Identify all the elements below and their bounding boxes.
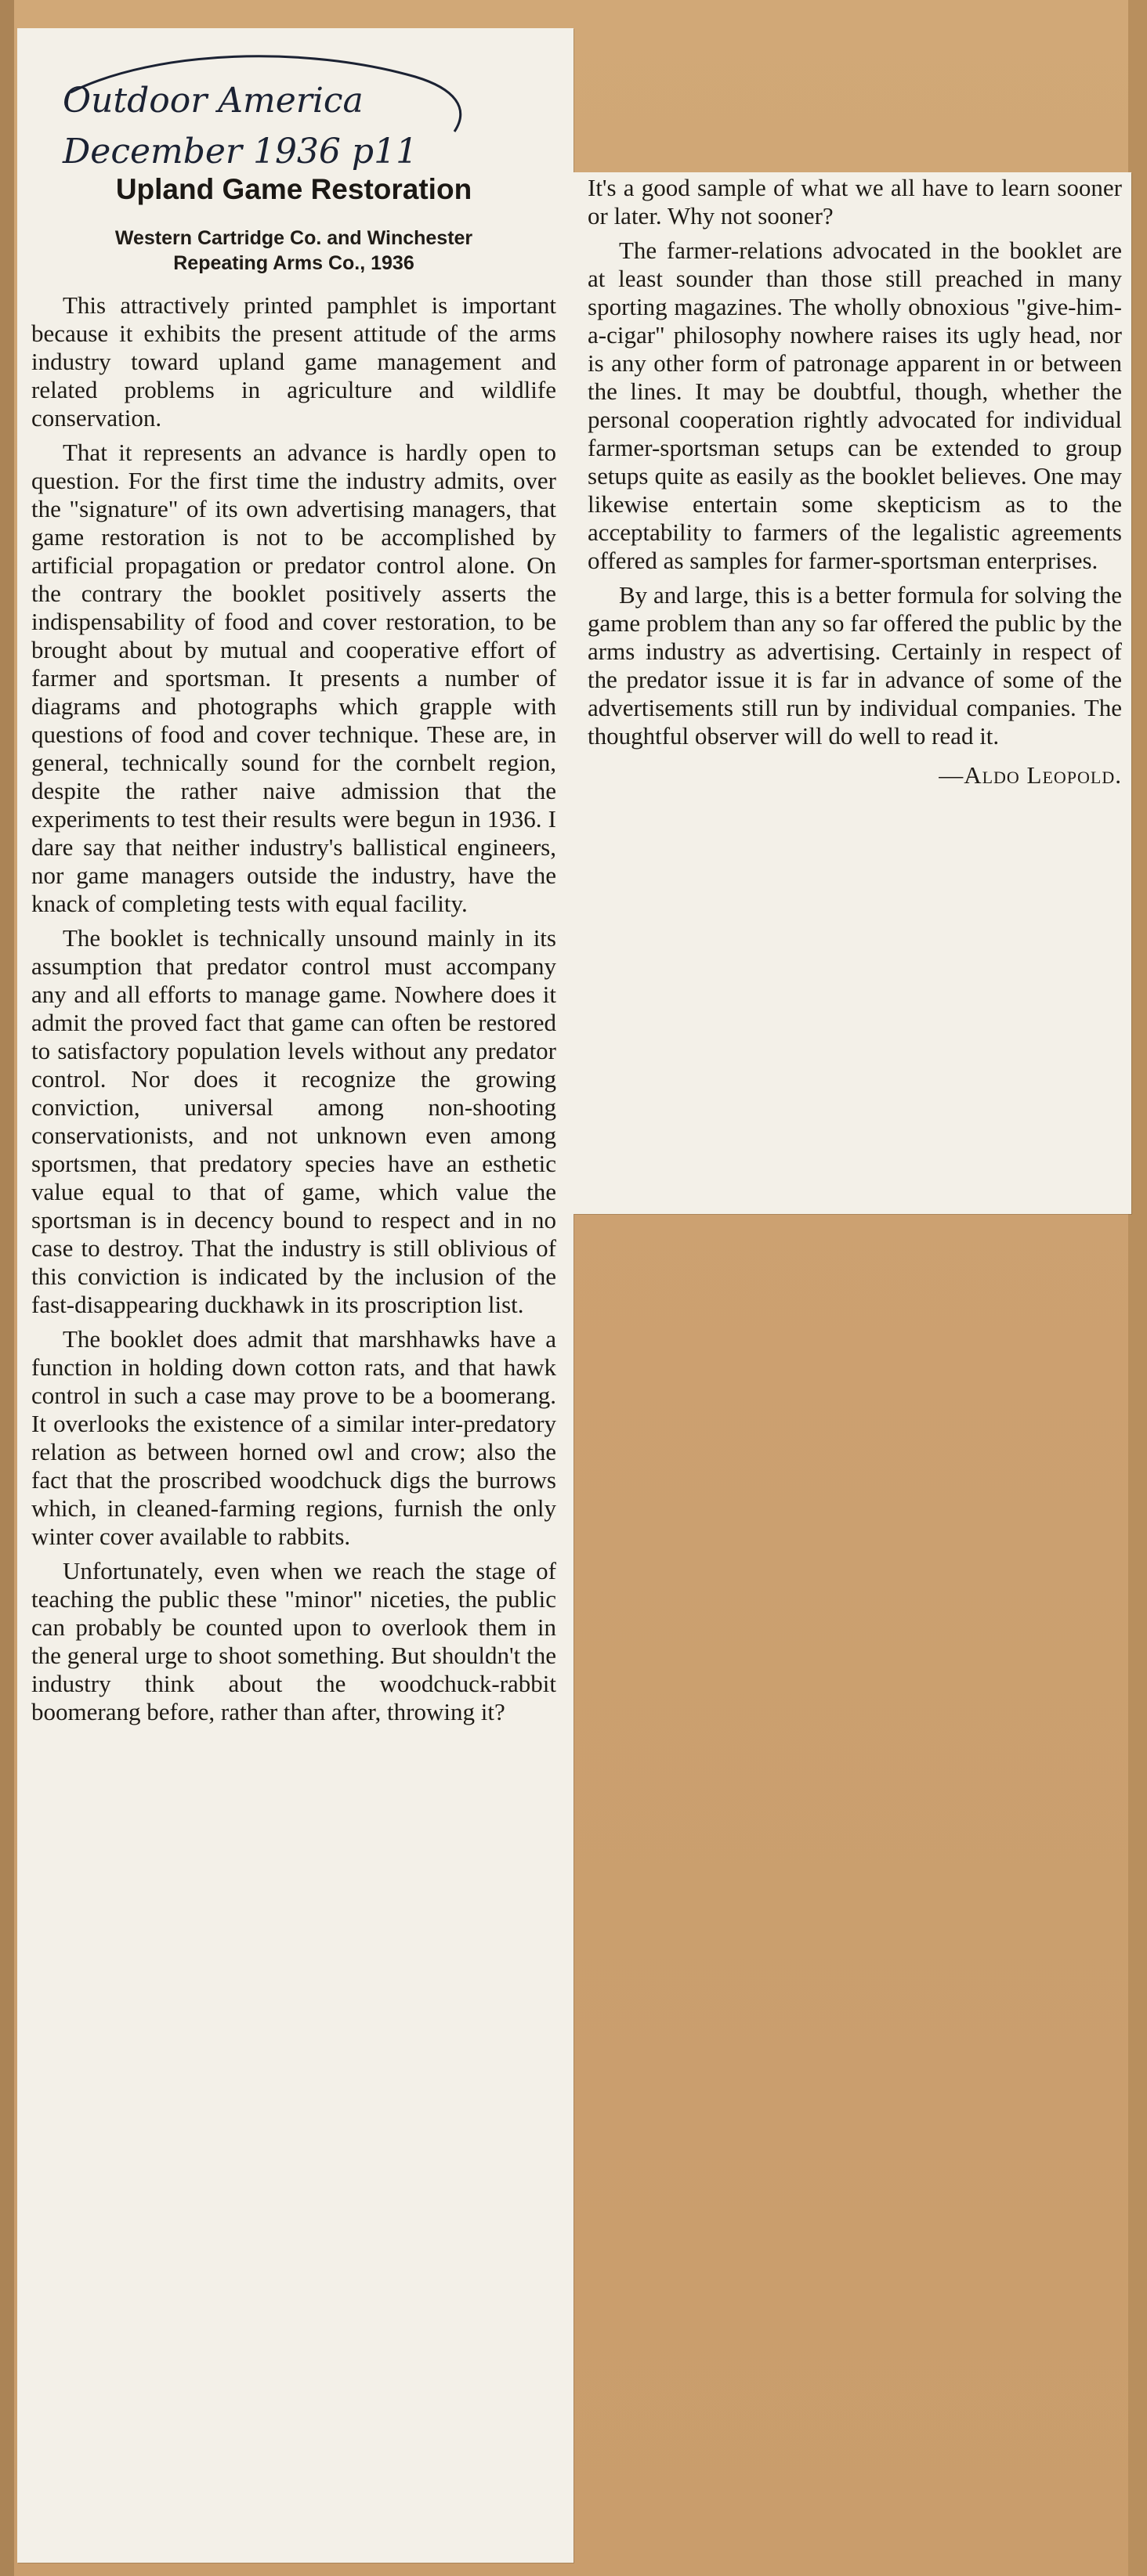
right-column-body — [588, 174, 1122, 789]
board-left-edge — [0, 0, 14, 2576]
handwritten-line-1: Outdoor America — [63, 81, 364, 121]
article-title: Upland Game Restoration — [115, 173, 472, 205]
author-signature: —Aldo Leopold. — [939, 761, 1122, 789]
paragraph: That it represents an advance is hardly open to question. For the first time the industry admits, over the "signature" of its own advertising managers, that game restoration is not to be accomplished by artificial propagation or predator control alone. On the contrary the booklet positively asserts the indispensability of food and cover restoration, to be brought about by mutual and cooperative effort of farmer and sportsman. It presents a number of diagrams and photographs which grapple with questions of food and cover technique. These are, in general, technically sound for the cornbelt region, despite the rather naive admission that the experiments to test their results were begun in 1936. I dare say that neither industry's ballistical engineers, nor game managers outside the industry, have the knack of completing tests with equal facility. — [31, 439, 556, 917]
paragraph: The farmer-relations advocated in the booklet are at least sounder than those still preached in many sporting magazines. The wholly obnoxious "give-him-a-cigar" philosophy nowhere raises its ugly head, nor is any other form of patronage apparent in or between the lines. It may be doubtful, though, whether the personal cooperation rightly advocated for individual farmer-sportsman setups can be extended to group setups quite as easily as the booklet believes. One may likewise entertain some skepticism as to the acceptability to farmers of the legalistic agreements offered as samples for farmer-sportsman enterprises. — [588, 237, 1122, 574]
handwritten-line-2: December 1936 p11 — [63, 132, 418, 172]
paragraph: Unfortunately, even when we reach the stage of teaching the public these "minor" niceties, the public can probably be counted upon to overlook them in the general urge to shoot something. But shouldn't the industry think about the woodchuck-rabbit boomerang before, rather than after, throwing it? — [31, 1557, 556, 1725]
article-subtitle — [31, 226, 556, 276]
subtitle-line-1: Western Cartridge Co. and Winchester — [114, 227, 473, 249]
subtitle-line-2: Repeating Arms Co., 1936 — [173, 252, 414, 274]
paragraph: The booklet does admit that marshhawks have a function in holding down cotton rats, and that hawk control in such a case may prove to be a boomerang. It overlooks the existence of a similar inter-predatory relation as between horned owl and crow; also the fact that the proscribed woodchuck digs the burrows which, in cleaned-farming regions, furnish the only winter cover available to rabbits. — [31, 1325, 556, 1550]
handwritten-note — [47, 45, 486, 179]
paragraph: By and large, this is a better formula for solving the game problem than any so far offered the public by the arms industry as advertising. Certainly in respect of the predator issue it is far in advance of some of the advertisements still run by individual companies. The thoughtful observer will do well to read it. — [588, 581, 1122, 750]
paragraph: This attractively printed pamphlet is important because it exhibits the present attitude of the arms industry toward upland game management and related problems in agriculture and wildlife conservation. — [31, 291, 556, 432]
left-column-body — [31, 291, 556, 1732]
paragraph: The booklet is technically unsound mainly in its assumption that predator control must accompany any and all efforts to manage game. Nowhere does it admit the proved fact that game can often be restored to satisfactory population levels without any predator control. Nor does it recognize the growing conviction, universal among non-shooting conservationists, and not unknown even among sportsmen, that predatory species have an esthetic value equal to that of game, which value the sportsman is in decency bound to respect and in no case to destroy. That the industry is still oblivious of this conviction is indicated by the inclusion of the fast-disappearing duckhawk in its proscription list. — [31, 924, 556, 1318]
paragraph: It's a good sample of what we all have to learn sooner or later. Why not sooner? — [588, 174, 1122, 229]
